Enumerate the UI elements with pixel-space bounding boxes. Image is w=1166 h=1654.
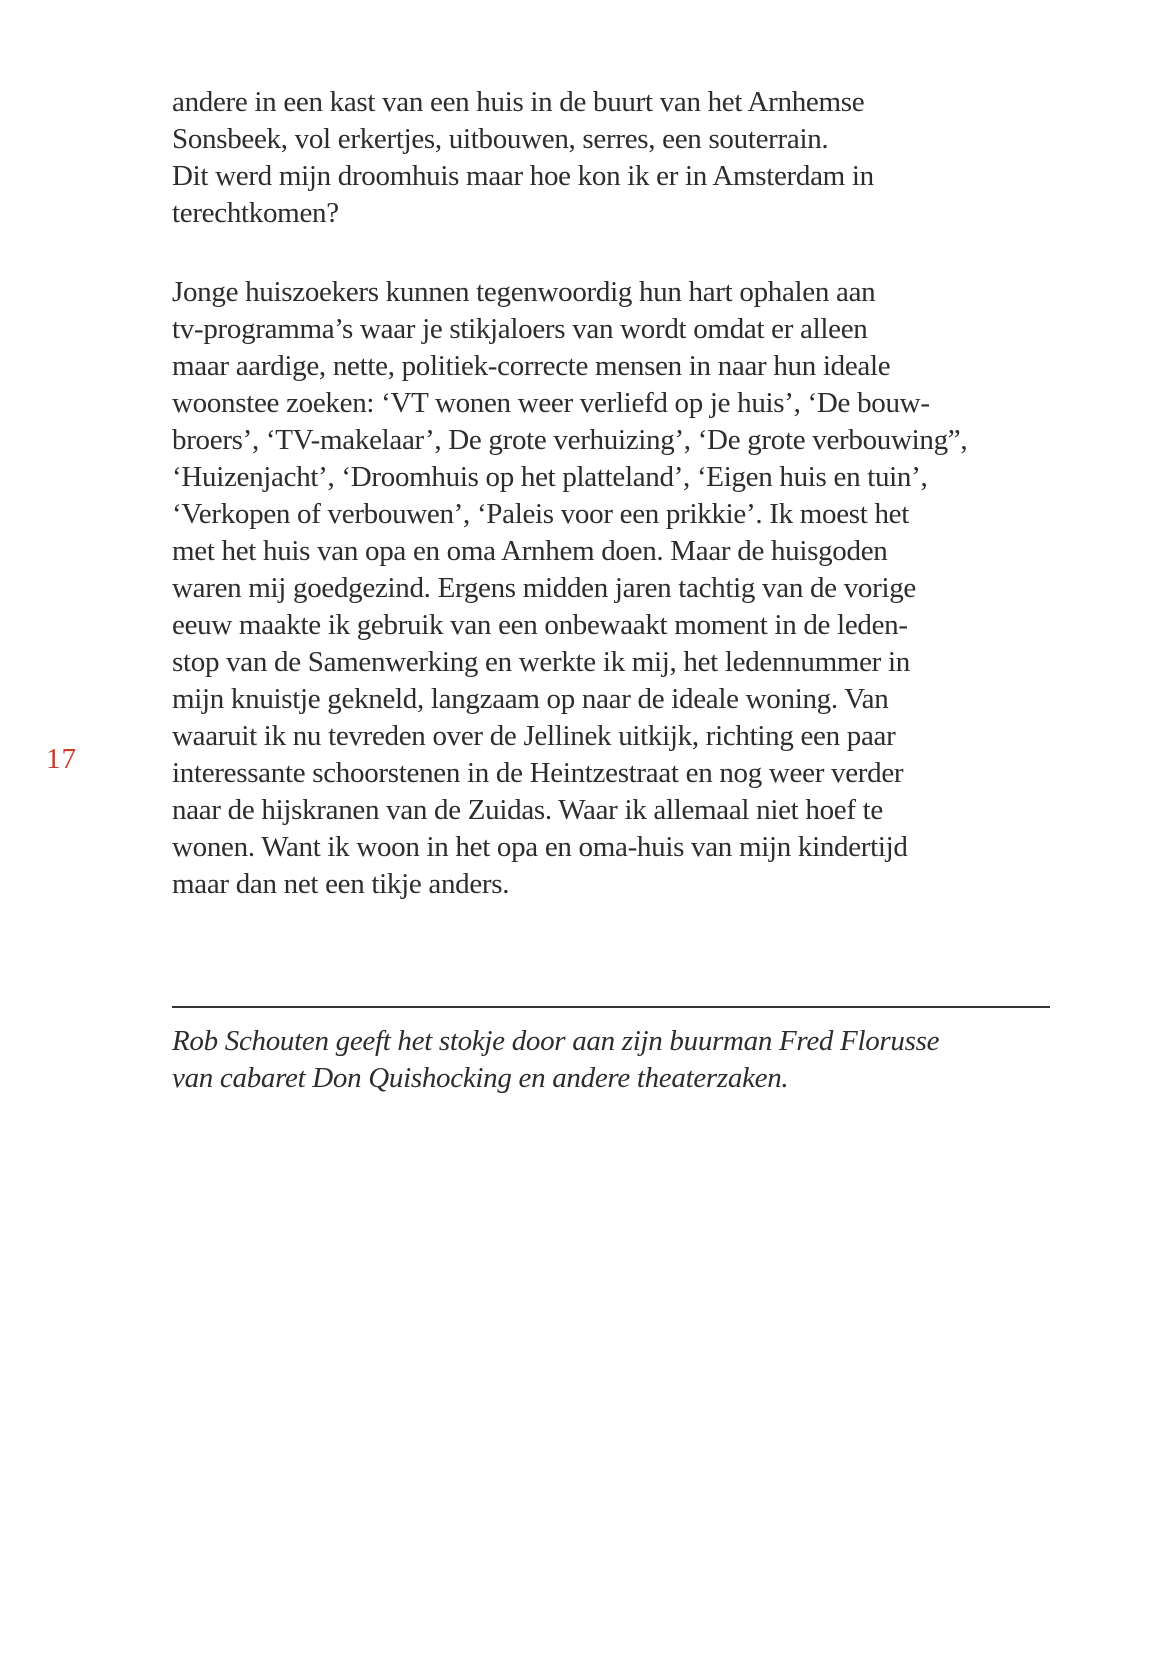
- text-line: mijn knuistje gekneld, langzaam op naar de ideale woning. Van: [172, 683, 889, 715]
- text-line: broers’, ‘TV-makelaar’, De grote verhuizing’, ‘De grote verbouwing”,: [172, 424, 968, 456]
- text-line: Dit werd mijn droomhuis maar hoe kon ik er in Amsterdam in: [172, 160, 874, 192]
- text-line: tv-programma’s waar je stikjaloers van wordt omdat er alleen: [172, 313, 868, 345]
- body-paragraph-2: [172, 274, 1050, 903]
- text-line: waaruit ik nu tevreden over de Jellinek uitkijk, richting een paar: [172, 720, 896, 752]
- text-line: wonen. Want ik woon in het opa en oma-huis van mijn kindertijd: [172, 831, 908, 863]
- text-line: Jonge huiszoekers kunnen tegenwoordig hun hart ophalen aan: [172, 276, 876, 308]
- body-paragraph-1: [172, 84, 1050, 232]
- text-line: van cabaret Don Quishocking en andere theaterzaken.: [172, 1062, 789, 1094]
- text-line: ‘Verkopen of verbouwen’, ‘Paleis voor een prikkie’. Ik moest het: [172, 498, 909, 530]
- page-number: 17: [46, 743, 77, 775]
- text-line: interessante schoorstenen in de Heintzestraat en nog weer verder: [172, 757, 904, 789]
- text-line: terechtkomen?: [172, 197, 339, 229]
- text-line: naar de hijskranen van de Zuidas. Waar ik allemaal niet hoef te: [172, 794, 883, 826]
- text-line: maar aardige, nette, politiek-correcte mensen in naar hun ideale: [172, 350, 891, 382]
- text-line: met het huis van opa en oma Arnhem doen. Maar de huisgoden: [172, 535, 888, 567]
- text-line: Rob Schouten geeft het stokje door aan zijn buurman Fred Florusse: [172, 1025, 940, 1057]
- footnote: [172, 1023, 1050, 1097]
- text-line: ‘Huizenjacht’, ‘Droomhuis op het platteland’, ‘Eigen huis en tuin’,: [172, 461, 928, 493]
- text-line: andere in een kast van een huis in de buurt van het Arnhemse: [172, 86, 865, 118]
- text-column: [172, 84, 1050, 1097]
- footnote-divider: [172, 1006, 1050, 1008]
- text-line: stop van de Samenwerking en werkte ik mij, het ledennummer in: [172, 646, 910, 678]
- text-line: Sonsbeek, vol erkertjes, uitbouwen, serres, een souterrain.: [172, 123, 829, 155]
- text-line: eeuw maakte ik gebruik van een onbewaakt moment in de leden-: [172, 609, 908, 641]
- text-line: maar dan net een tikje anders.: [172, 868, 510, 900]
- text-line: woonstee zoeken: ‘VT wonen weer verliefd op je huis’, ‘De bouw-: [172, 387, 930, 419]
- text-line: waren mij goedgezind. Ergens midden jaren tachtig van de vorige: [172, 572, 916, 604]
